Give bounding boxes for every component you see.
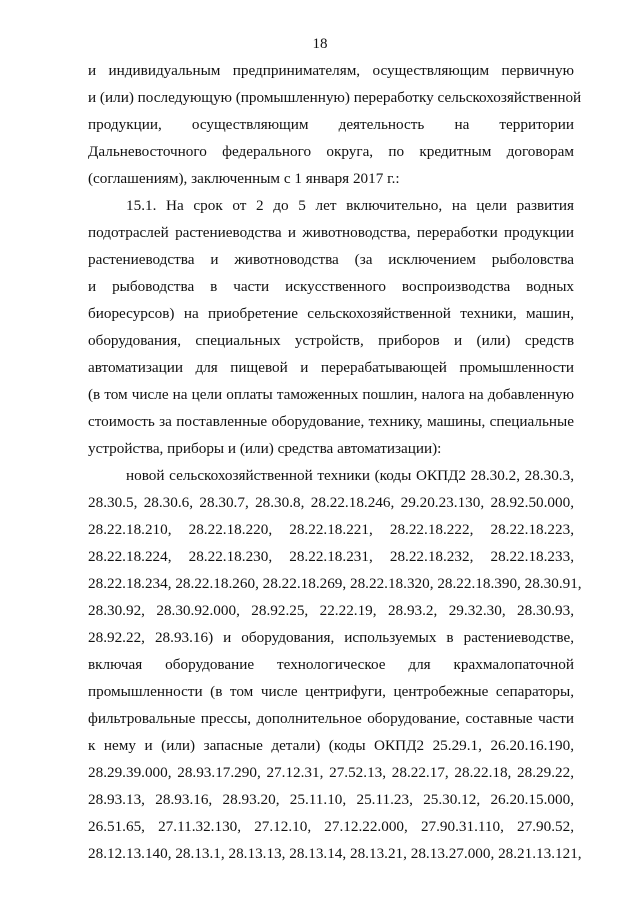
- list-item-line: новой сельскохозяйственной техники (коды ОКПД2 28.30.2, 28.30.3,: [126, 467, 574, 484]
- code-line: 28.30.5, 28.30.6, 28.30.7, 28.30.8, 28.22.18.246, 29.20.23.130, 28.92.50.000,: [88, 494, 574, 511]
- text-line: и индивидуальным предпринимателям, осуществляющим первичную: [88, 62, 574, 79]
- text-line: фильтровальные прессы, дополнительное оборудование, составные части: [88, 710, 574, 727]
- code-line: 26.51.65, 27.11.32.130, 27.12.10, 27.12.22.000, 27.90.31.110, 27.90.52,: [88, 818, 574, 835]
- text-line: Дальневосточного федерального округа, по кредитным договорам: [88, 143, 574, 160]
- code-line: 28.22.18.210, 28.22.18.220, 28.22.18.221, 28.22.18.222, 28.22.18.223,: [88, 521, 574, 538]
- text-line: к нему и (или) запасные детали) (коды ОКПД2 25.29.1, 26.20.16.190,: [88, 737, 574, 754]
- paragraph-heading-line: 15.1. На срок от 2 до 5 лет включительно, на цели развития: [126, 197, 574, 214]
- text-line: 28.92.22, 28.93.16) и оборудования, используемых в растениеводстве,: [88, 629, 574, 646]
- text-line: автоматизации для пищевой и перерабатывающей промышленности: [88, 359, 574, 376]
- text-line: оборудования, специальных устройств, приборов и (или) средств: [88, 332, 574, 349]
- text-line: растениеводства и животноводства (за исключением рыболовства: [88, 251, 574, 268]
- code-line: 28.22.18.234, 28.22.18.260, 28.22.18.269, 28.22.18.320, 28.22.18.390, 28.30.91,: [88, 575, 582, 592]
- text-line: и (или) последующую (промышленную) переработку сельскохозяйственной: [88, 89, 582, 106]
- code-line: 28.93.13, 28.93.16, 28.93.20, 25.11.10, 25.11.23, 25.30.12, 26.20.15.000,: [88, 791, 574, 808]
- code-line: 28.22.18.224, 28.22.18.230, 28.22.18.231, 28.22.18.232, 28.22.18.233,: [88, 548, 574, 565]
- text-line: стоимость за поставленные оборудование, технику, машины, специальные: [88, 413, 574, 430]
- text-line: (соглашениям), заключенным с 1 января 2017 г.:: [88, 170, 400, 187]
- text-line: промышленности (в том числе центрифуги, центробежные сепараторы,: [88, 683, 574, 700]
- text-line: устройства, приборы и (или) средства автоматизации):: [88, 440, 442, 457]
- page-number: 18: [312, 36, 328, 52]
- text-line: подотраслей растениеводства и животноводства, переработки продукции: [88, 224, 574, 241]
- text-line: биоресурсов) на приобретение сельскохозяйственной техники, машин,: [88, 305, 574, 322]
- text-line: (в том числе на цели оплаты таможенных пошлин, налога на добавленную: [88, 386, 574, 403]
- text-line: включая оборудование технологическое для крахмалопаточной: [88, 656, 574, 673]
- code-line: 28.29.39.000, 28.93.17.290, 27.12.31, 27.52.13, 28.22.17, 28.22.18, 28.29.22,: [88, 764, 574, 781]
- code-line: 28.12.13.140, 28.13.1, 28.13.13, 28.13.14, 28.13.21, 28.13.27.000, 28.21.13.121,: [88, 845, 582, 862]
- text-line: и рыбоводства в части искусственного воспроизводства водных: [88, 278, 574, 295]
- text-line: продукции, осуществляющим деятельность на территории: [88, 116, 574, 133]
- code-line: 28.30.92, 28.30.92.000, 28.92.25, 22.22.19, 28.93.2, 29.32.30, 28.30.93,: [88, 602, 574, 619]
